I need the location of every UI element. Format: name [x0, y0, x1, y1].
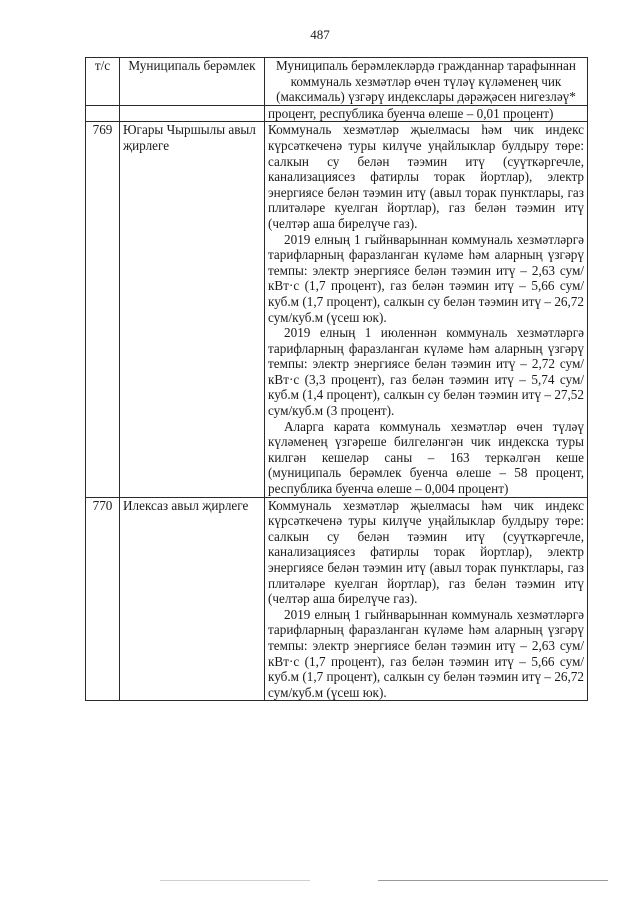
row-municipality-name: Илексаз авыл җирлеге — [120, 497, 265, 701]
row-number: 769 — [86, 122, 120, 497]
table-row — [86, 497, 588, 701]
row-paragraph: 2019 елның 1 гыйнварыннан коммуналь хезмәтләргә тарифларның фаразланган күләме һәм аларның үзгәрү темпы: электр энергиясе белән тәэмин итү – 2,63 сум/кВт·с (1,7 процент), газ белән тәэмин итү – 5,66 сум/куб.м (1,7 процент), салкын су белән тәэмин итү – 26,72 сум/куб.м (үсеш юк). — [268, 231, 584, 325]
row-number: 770 — [86, 497, 120, 701]
row-description — [265, 122, 588, 497]
table-header-row — [86, 58, 588, 106]
row-municipality-name: Югары Чыршылы авыл җирлеге — [120, 122, 265, 497]
bottom-scan-line — [378, 880, 608, 881]
row-description — [265, 497, 588, 701]
row-paragraph: Коммуналь хезмәтләр җыелмасы һәм чик индекс күрсәткеченә туры килүче уңайлыклар булдыру төре: салкын су белән тәэмин итү (суүткәргечле, канализациясез фатирлы торак йортлар), электр энергиясе белән тәэмин итү (авыл торак пунктлары, газ плитәләре куелган йортлар), газ белән тәэмин итү (челтәр аша бирелүче газ). — [268, 122, 584, 231]
continuation-num-cell — [86, 105, 120, 122]
header-number: т/с — [86, 58, 120, 106]
municipal-tariff-table — [85, 57, 588, 701]
table-row — [86, 122, 588, 497]
page-number: 487 — [310, 27, 330, 42]
row-paragraph: Аларга карата коммуналь хезмәтләр өчен түләү күләменең үзгәреше билгеләнгән чик индекска туры килгән кешеләр саны – 163 теркәлгән кеше (муниципаль берәмлек буенча өлеше – 58 процент, республика буенча өлеше – 0,004 процент) — [268, 418, 584, 497]
continuation-text: процент, республика буенча өлеше – 0,01 процент) — [265, 105, 588, 122]
continuation-name-cell — [120, 105, 265, 122]
row-paragraph: 2019 елның 1 июленнән коммуналь хезмәтләргә тарифларның фаразланган күләме һәм аларның үзгәрү темпы: электр энергиясе белән тәэмин итү – 2,72 сум/кВт·с (3,3 процент), газ белән тәэмин итү – 5,74 сум/куб.м (1,4 процент), салкын су белән тәэмин итү – 27,52 сум/куб.м (3 процент). — [268, 325, 584, 419]
continuation-row — [86, 105, 588, 122]
row-paragraph: 2019 елның 1 гыйнварыннан коммуналь хезмәтләргә тарифларның фаразланган күләме һәм аларның үзгәрү темпы: электр энергиясе белән тәэмин итү – 2,63 сум/кВт·с (1,7 процент), газ белән тәэмин итү – 5,66 сум/куб.м (1,7 процент), салкын су белән тәэмин итү – 26,72 сум/куб.м (үсеш юк). — [268, 606, 584, 700]
header-description: Муниципаль берәмлекләрдә гражданнар тарафыннан коммуналь хезмәтләр өчен түләү күләменең чик (максималь) үзгәрү индекслары дәрәҗәсен нигезләү* — [265, 58, 588, 106]
row-paragraph: Коммуналь хезмәтләр җыелмасы һәм чик индекс күрсәткеченә туры килүче уңайлыклар булдыру төре: салкын су белән тәэмин итү (суүткәргечле, канализациясез фатирлы торак йортлар), электр энергиясе белән тәэмин итү (авыл торак пунктлары, газ плитәләре куелган йортлар), газ белән тәэмин итү (челтәр аша бирелүче газ). — [268, 497, 584, 607]
header-municipality: Муниципаль берәмлек — [120, 58, 265, 106]
bottom-scan-line-left — [160, 880, 310, 881]
